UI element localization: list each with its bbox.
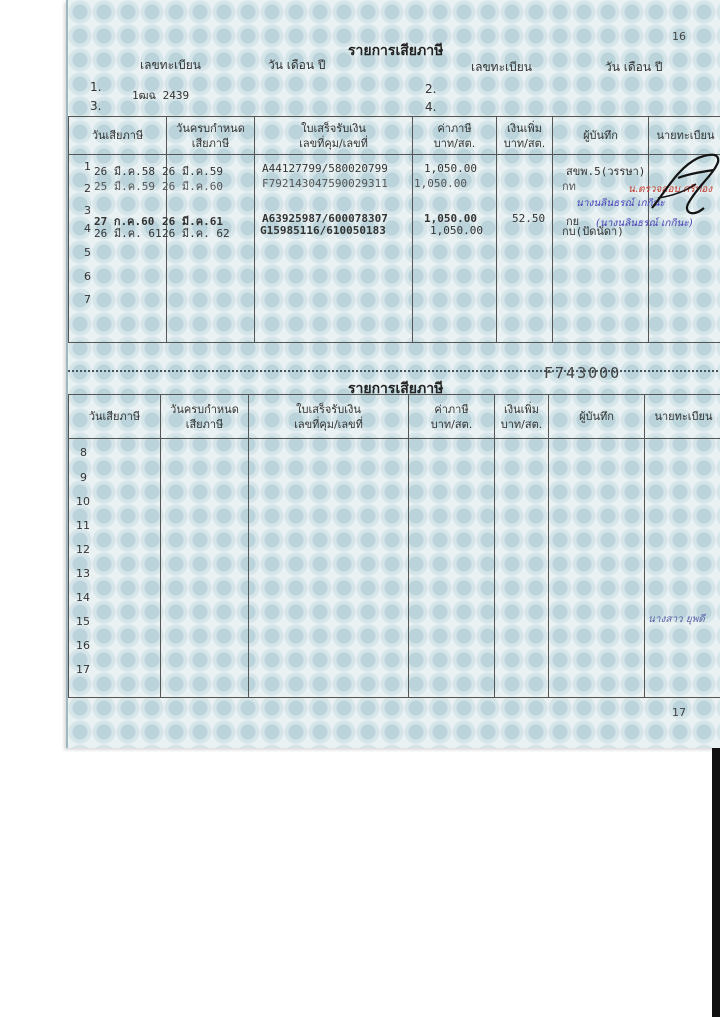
registrar-name-stamp: น.ตรวจสอบ ศรีทอง — [628, 184, 713, 195]
due-date: 26 มี.ค. 62 — [162, 227, 230, 240]
recorder: สขพ.5(วรรษา) — [566, 165, 646, 178]
section-title-bottom: รายการเสียภาษี — [348, 381, 444, 397]
row-number: 5 — [84, 246, 91, 259]
serial-stamp: F743000 — [544, 364, 622, 382]
tax-paid-date: 26 มี.ค. 61 — [94, 227, 162, 240]
row-number: 15 — [76, 615, 90, 628]
binding-edge — [712, 748, 720, 1017]
entry-number-3: 3. — [90, 99, 102, 113]
page-number-top: 16 — [672, 30, 686, 43]
row-number: 8 — [80, 446, 87, 459]
col-registrar: นายทะเบียน — [649, 117, 720, 155]
row-number: 10 — [76, 495, 90, 508]
page-number-bottom: 17 — [672, 706, 686, 719]
perforation-line — [68, 370, 720, 372]
entry-number-4: 4. — [425, 100, 437, 114]
col-recorder: ผู้บันทึก — [553, 117, 649, 155]
col-due-date: วันครบกำหนด เสียภาษี — [167, 117, 255, 155]
col-receipt: ใบเสร็จรับเงิน เลขที่คุม/เลขที่ — [255, 117, 413, 155]
due-date: 26 มี.ค.61 — [162, 215, 223, 228]
handwritten-name: นางนลินธรณ์ เกกินะ — [576, 198, 665, 209]
row-number: 17 — [76, 663, 90, 676]
signature-icon — [648, 148, 720, 228]
row-number: 2 — [84, 182, 91, 195]
registration-label-1: เลขทะเบียน — [140, 58, 201, 72]
row-number: 4 — [84, 222, 91, 235]
faded-handwritten-name: นางสาว ยุพดี — [648, 614, 705, 625]
tax-amount: 1,050.00 — [414, 177, 467, 190]
surcharge-amount: 52.50 — [512, 212, 546, 225]
tax-paid-date: 26 มี.ค.58 — [94, 165, 155, 178]
registration-label-2: เลขทะเบียน — [471, 60, 532, 74]
col-tax-paid-date: วันเสียภาษี — [69, 117, 167, 155]
col-receipt: ใบเสร็จรับเงิน เลขที่คุม/เลขที่ — [249, 395, 409, 439]
date-label-2: วัน เดือน ปี — [605, 60, 663, 74]
row-number: 7 — [84, 293, 91, 306]
col-registrar: นายทะเบียน — [645, 395, 720, 439]
tax-paid-date: 27 ก.ค.60 — [94, 215, 155, 228]
row-number: 13 — [76, 567, 90, 580]
receipt-number: A63925987/600078307 — [262, 212, 388, 225]
col-recorder: ผู้บันทึก — [549, 395, 645, 439]
due-date: 26 มี.ค.60 — [162, 180, 223, 193]
recorder: กย — [566, 215, 580, 228]
tax-record-page — [66, 0, 720, 748]
entry-number-2: 2. — [425, 82, 437, 96]
section-title-top: รายการเสียภาษี — [348, 43, 444, 59]
row-number: 16 — [76, 639, 90, 652]
date-label-1: วัน เดือน ปี — [268, 58, 326, 72]
receipt-number: G15985116/610050183 — [260, 224, 386, 237]
tax-amount: 1,050.00 — [424, 162, 477, 175]
col-surcharge: เงินเพิ่ม บาท/สต. — [497, 117, 553, 155]
recorder: กท — [562, 180, 576, 193]
tax-table-bottom — [68, 394, 720, 697]
tax-amount: 1,050.00 — [424, 212, 477, 225]
col-tax-amount: ค่าภาษี บาท/สต. — [413, 117, 497, 155]
col-tax-amount: ค่าภาษี บาท/สต. — [409, 395, 495, 439]
row-number: 14 — [76, 591, 90, 604]
row-number: 3 — [84, 204, 91, 217]
receipt-number: F792143047590029311 — [262, 177, 388, 190]
handwritten-name-parenthesized: (นางนลินธรณ์ เกกินะ) — [596, 218, 693, 229]
col-surcharge: เงินเพิ่ม บาท/สต. — [495, 395, 549, 439]
tax-paid-date: 25 มี.ค.59 — [94, 180, 155, 193]
table-bottom-border-bottom — [68, 697, 720, 698]
due-date: 26 มี.ค.59 — [162, 165, 223, 178]
row-number: 11 — [76, 519, 90, 532]
tax-amount: 1,050.00 — [430, 224, 483, 237]
receipt-number: A44127799/580020799 — [262, 162, 388, 175]
entry-number-1: 1. — [90, 80, 102, 94]
row-number: 6 — [84, 270, 91, 283]
recorder: กบ(ปัดนัดา) — [562, 225, 624, 238]
row-number: 12 — [76, 543, 90, 556]
col-due-date: วันครบกำหนด เสียภาษี — [161, 395, 249, 439]
registration-value-1: 1ฒฉ 2439 — [132, 89, 190, 102]
col-tax-paid-date: วันเสียภาษี — [69, 395, 161, 439]
table-bottom-border-top — [68, 342, 720, 343]
row-number: 9 — [80, 471, 87, 484]
row-number: 1 — [84, 160, 91, 173]
